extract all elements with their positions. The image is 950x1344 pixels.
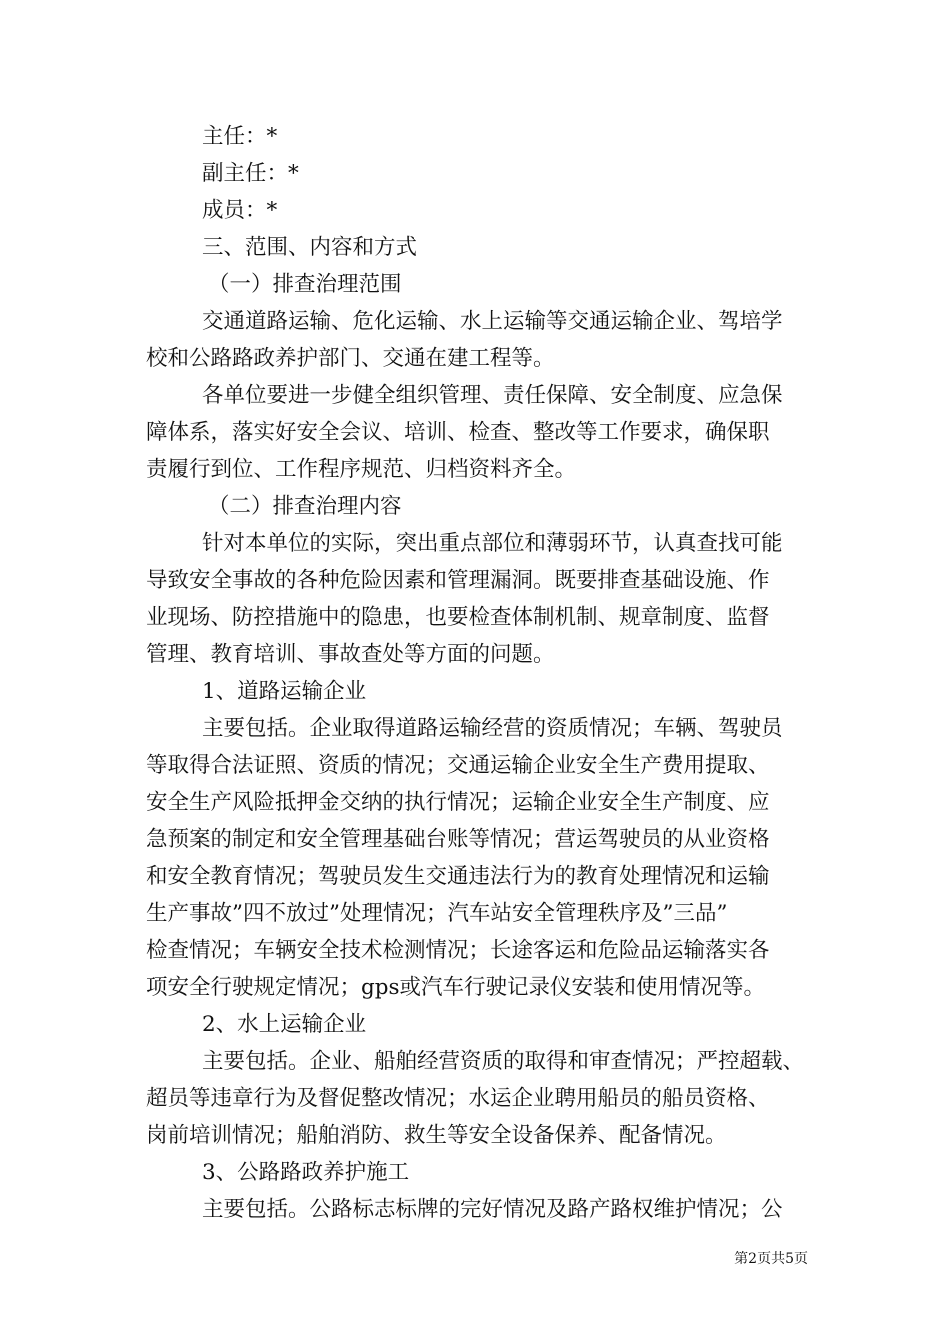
paragraph (146, 303, 818, 377)
paragraph (146, 1043, 818, 1154)
text-line: 岗前培训情况；船舶消防、救生等安全设备保养、配备情况。 (146, 1123, 727, 1148)
text-line: 交通道路运输、危化运输、水上运输等交通运输企业、驾培学 (202, 309, 783, 334)
text-line: 各单位要进一步健全组织管理、责任保障、安全制度、应急保 (202, 383, 783, 408)
text-line: 生产事故”四不放过”处理情况；汽车站安全管理秩序及”三品” (146, 901, 728, 926)
paragraph (146, 710, 818, 1006)
text-line: 和安全教育情况；驾驶员发生交通违法行为的教育处理情况和运输 (146, 864, 770, 889)
text-line: 障体系，落实好安全会议、培训、检查、整改等工作要求，确保职 (146, 420, 770, 445)
text-line: 主要包括。企业取得道路运输经营的资质情况；车辆、驾驶员 (202, 716, 783, 741)
text-line: 管理、教育培训、事故查处等方面的问题。 (146, 642, 555, 667)
paragraph (146, 488, 818, 525)
text-line: 成员：* (202, 198, 278, 223)
text-line: 项安全行驶规定情况；gps或汽车行驶记录仪安装和使用情况等。 (146, 975, 766, 1000)
text-line: 3、公路路政养护施工 (202, 1160, 410, 1185)
paragraph (146, 1191, 818, 1228)
text-line: 等取得合法证照、资质的情况；交通运输企业安全生产费用提取、 (146, 753, 770, 778)
text-line: 1、道路运输企业 (202, 679, 367, 704)
text-line: 2、水上运输企业 (202, 1012, 367, 1037)
page-number: 第2页共5页 (734, 1251, 808, 1267)
paragraph (146, 673, 818, 710)
document-body (146, 118, 818, 1228)
text-line: 主任：* (202, 124, 278, 149)
paragraph (146, 266, 818, 303)
text-line: 三、范围、内容和方式 (202, 235, 418, 260)
paragraph (146, 1006, 818, 1043)
paragraph (146, 155, 818, 192)
text-line: 检查情况；车辆安全技术检测情况；长途客运和危险品运输落实各 (146, 938, 770, 963)
text-line: 超员等违章行为及督促整改情况；水运企业聘用船员的船员资格、 (146, 1086, 770, 1111)
text-line: 业现场、防控措施中的隐患，也要检查体制机制、规章制度、监督 (146, 605, 770, 630)
text-line: 校和公路路政养护部门、交通在建工程等。 (146, 346, 555, 371)
paragraph (146, 229, 818, 266)
text-line: 副主任：* (202, 161, 299, 186)
paragraph (146, 377, 818, 488)
paragraph (146, 192, 818, 229)
paragraph (146, 525, 818, 673)
text-line: （二）排查治理内容 (208, 494, 402, 519)
text-line: 导致安全事故的各种危险因素和管理漏洞。既要排查基础设施、作 (146, 568, 770, 593)
text-line: 针对本单位的实际，突出重点部位和薄弱环节，认真查找可能 (202, 531, 783, 556)
text-line: 安全生产风险抵押金交纳的执行情况；运输企业安全生产制度、应 (146, 790, 770, 815)
text-line: 主要包括。企业、船舶经营资质的取得和审查情况；严控超载、 (202, 1049, 805, 1074)
text-line: （一）排查治理范围 (208, 272, 402, 297)
paragraph (146, 1154, 818, 1191)
paragraph (146, 118, 818, 155)
text-line: 急预案的制定和安全管理基础台账等情况；营运驾驶员的从业资格 (146, 827, 770, 852)
text-line: 责履行到位、工作程序规范、归档资料齐全。 (146, 457, 577, 482)
text-line: 主要包括。公路标志标牌的完好情况及路产路权维护情况；公 (202, 1197, 783, 1222)
